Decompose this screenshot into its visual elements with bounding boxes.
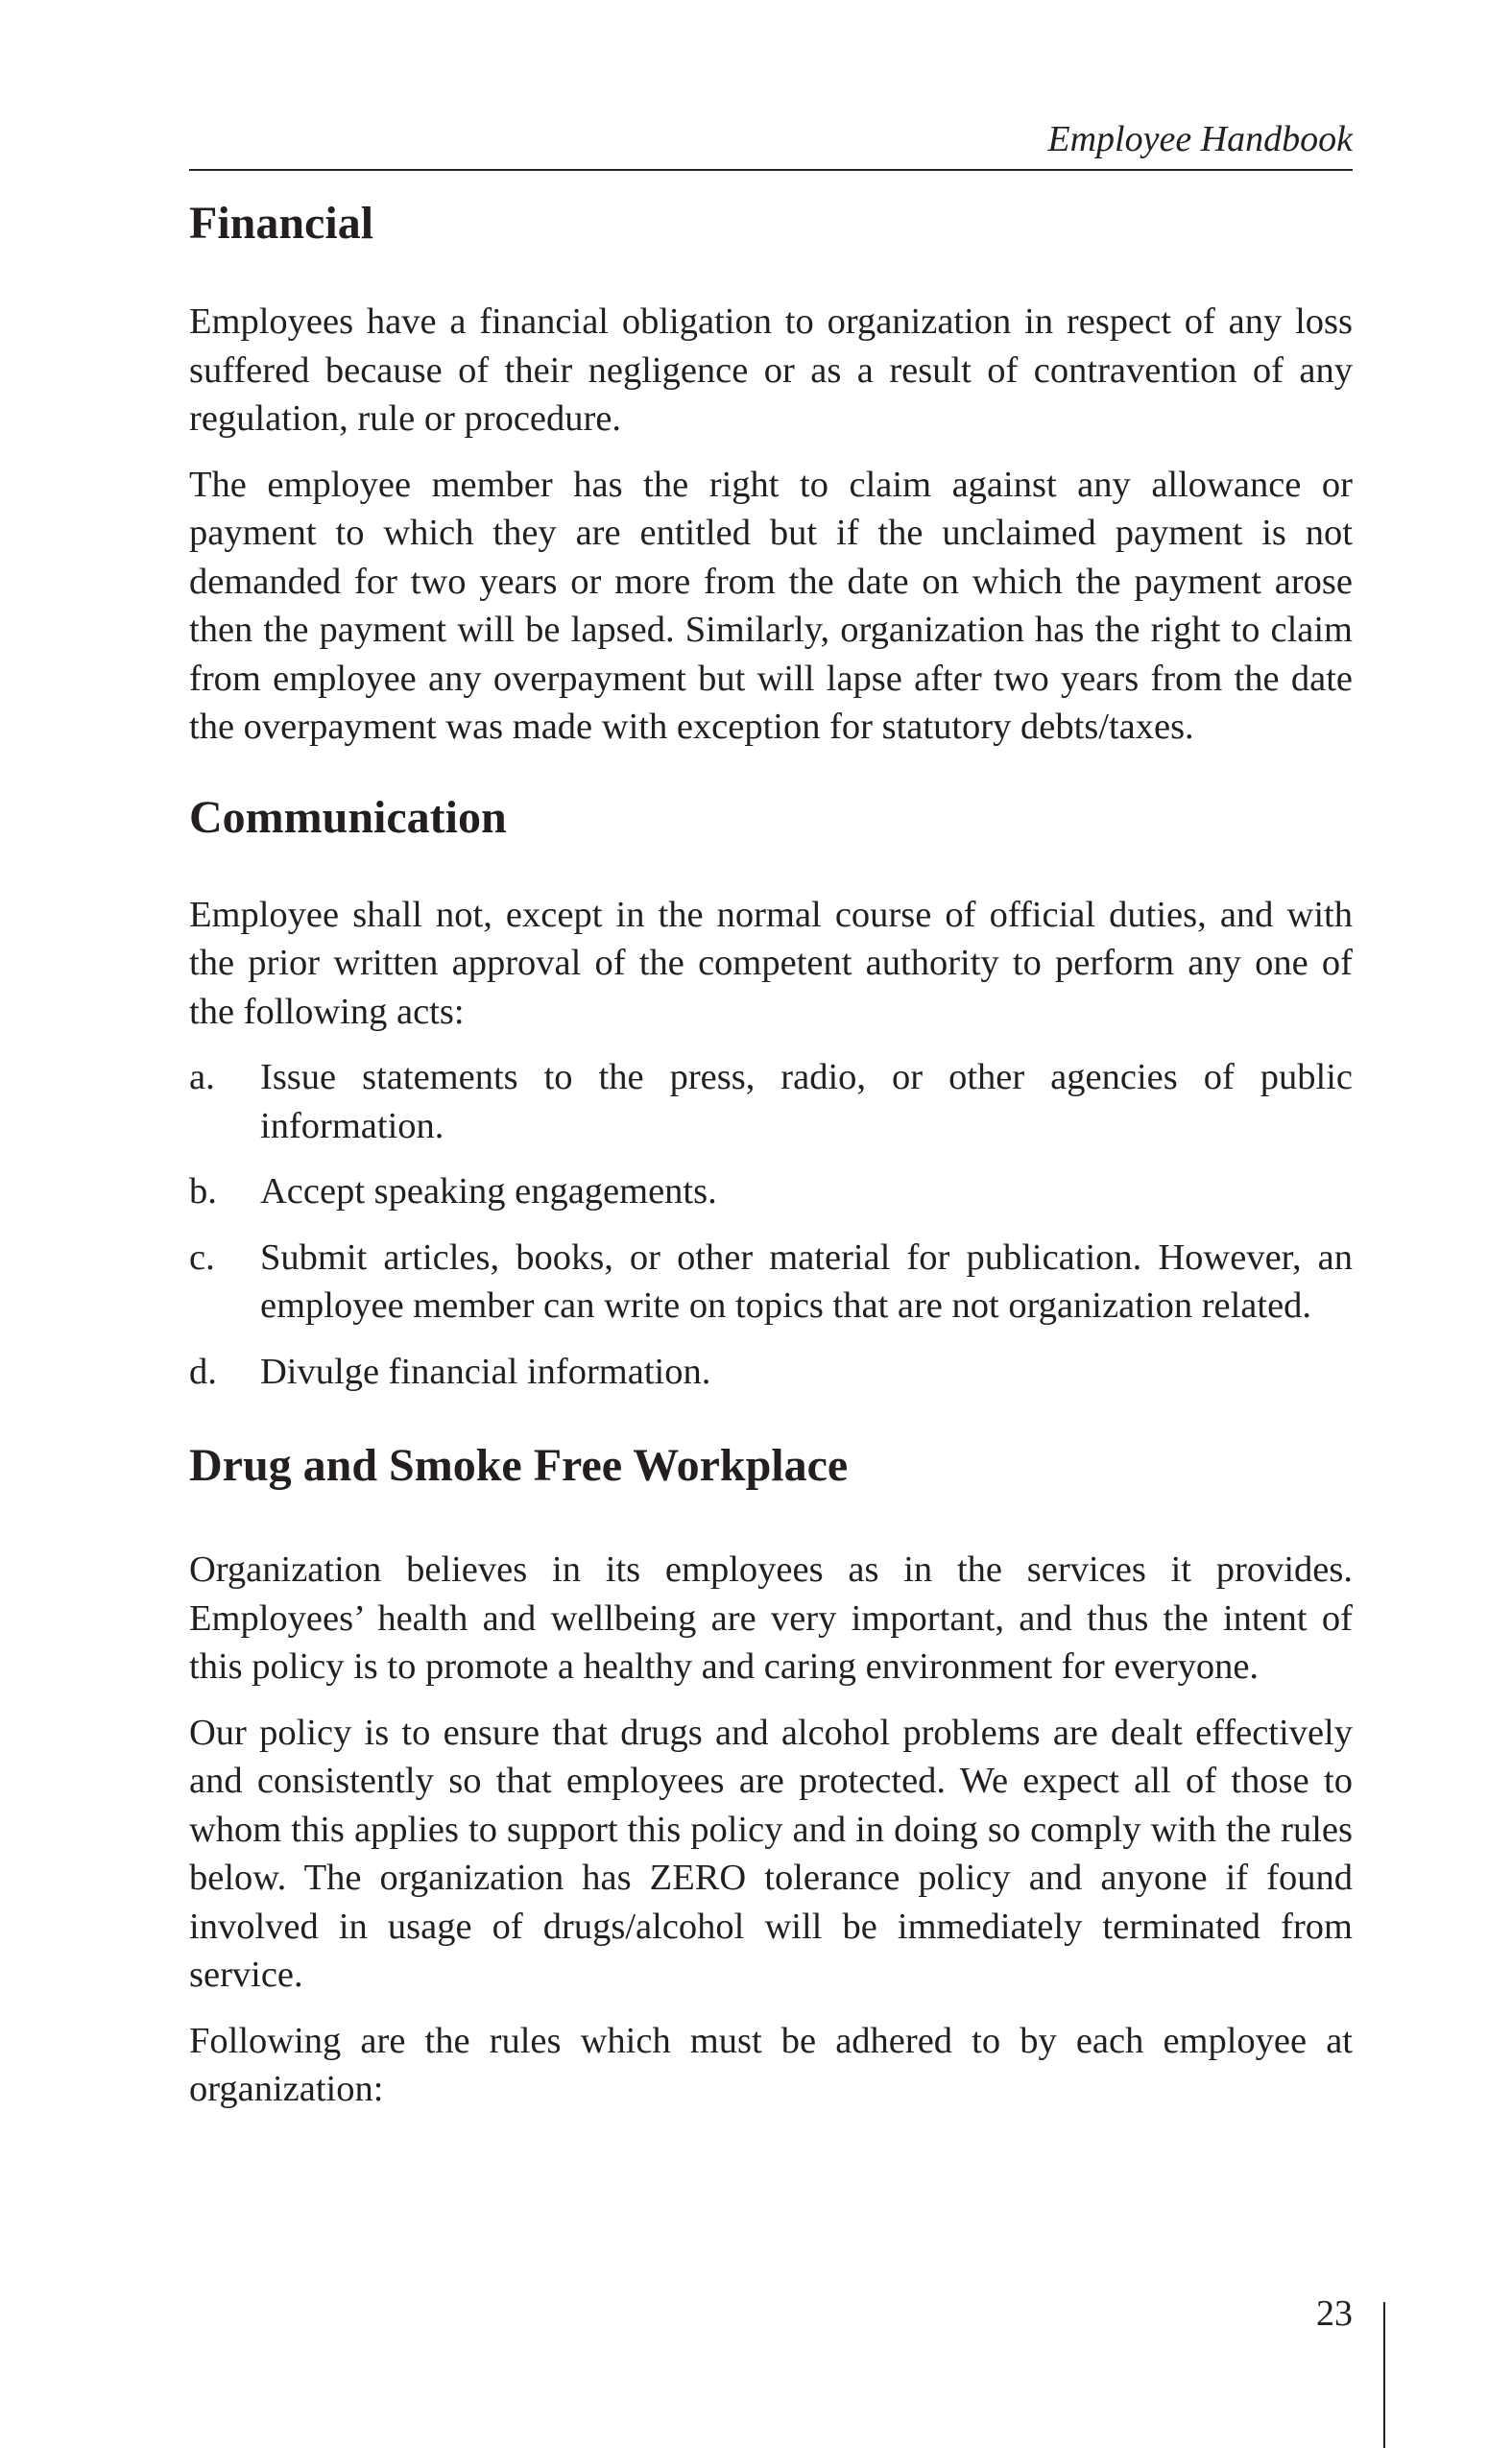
section-heading-drug-and-smoke-free-workplace: Drug and Smoke Free Workplace [189,1440,849,1491]
acts-list [189,1053,1353,1396]
running-header: Employee Handbook [1047,119,1353,159]
list-item-text: Divulge financial information. [260,1351,711,1392]
list-marker: b. [189,1171,217,1212]
list-item [189,1167,1353,1216]
list-marker: c. [189,1236,215,1278]
header-rule [189,169,1353,171]
page-number: 23 [1316,2293,1353,2334]
list-marker: d. [189,1351,217,1392]
main-content [189,192,1353,2114]
paragraph: Organization believes in its employees as in the services it provides. Employees’ health and wellbeing are very important, and thus the intent of this policy is to promote a healthy and caring environment for everyone. [189,1549,1353,1687]
list-item-text: Accept speaking engagements. [260,1171,717,1212]
list-item [189,1053,1353,1150]
list-item-text: Submit articles, books, or other material for publication. However, an employee member can write on topics that are not organization related. [260,1236,1353,1326]
paragraph: Employee shall not, except in the normal course of official duties, and with the prior written approval of the competent authority to perform any one of the following acts: [189,894,1353,1032]
list-item [189,1234,1353,1331]
margin-rule [1383,2302,1385,2448]
paragraph: The employee member has the right to claim against any allowance or payment to which they are entitled but if the unclaimed payment is not demanded for two years or more from the date on which the payment arose then the payment will be lapsed. Similarly, organization has the right to claim from employee any overpayment but will lapse after two years from the date the overpayment was made with exception for statutory debts/taxes. [189,464,1353,747]
list-item-text: Issue statements to the press, radio, or other agencies of public information. [260,1057,1353,1146]
paragraph: Employees have a financial obligation to organization in respect of any loss suffered because of their negligence or as a result of contravention of any regulation, rule or procedure. [189,301,1353,439]
section-heading-communication: Communication [189,791,507,843]
section-communication [189,791,1353,1397]
section-heading-financial: Financial [189,198,374,249]
paragraph: Following are the rules which must be adhered to by each employee at organization: [189,2020,1353,2109]
section-drug-and-smoke-free-workplace [189,1439,1353,2114]
paragraph: Our policy is to ensure that drugs and alcohol problems are dealt effectively and consistently so that employees are protected. We expect all of those to whom this applies to support this policy and in doing so comply with the rules below. The organization has ZERO tolerance policy and anyone if found involved in usage of drugs/alcohol will be immediately terminated from service. [189,1712,1353,1995]
list-item [189,1348,1353,1397]
section-financial [189,197,1353,752]
page-content-area [189,0,1353,2448]
list-marker: a. [189,1057,215,1097]
